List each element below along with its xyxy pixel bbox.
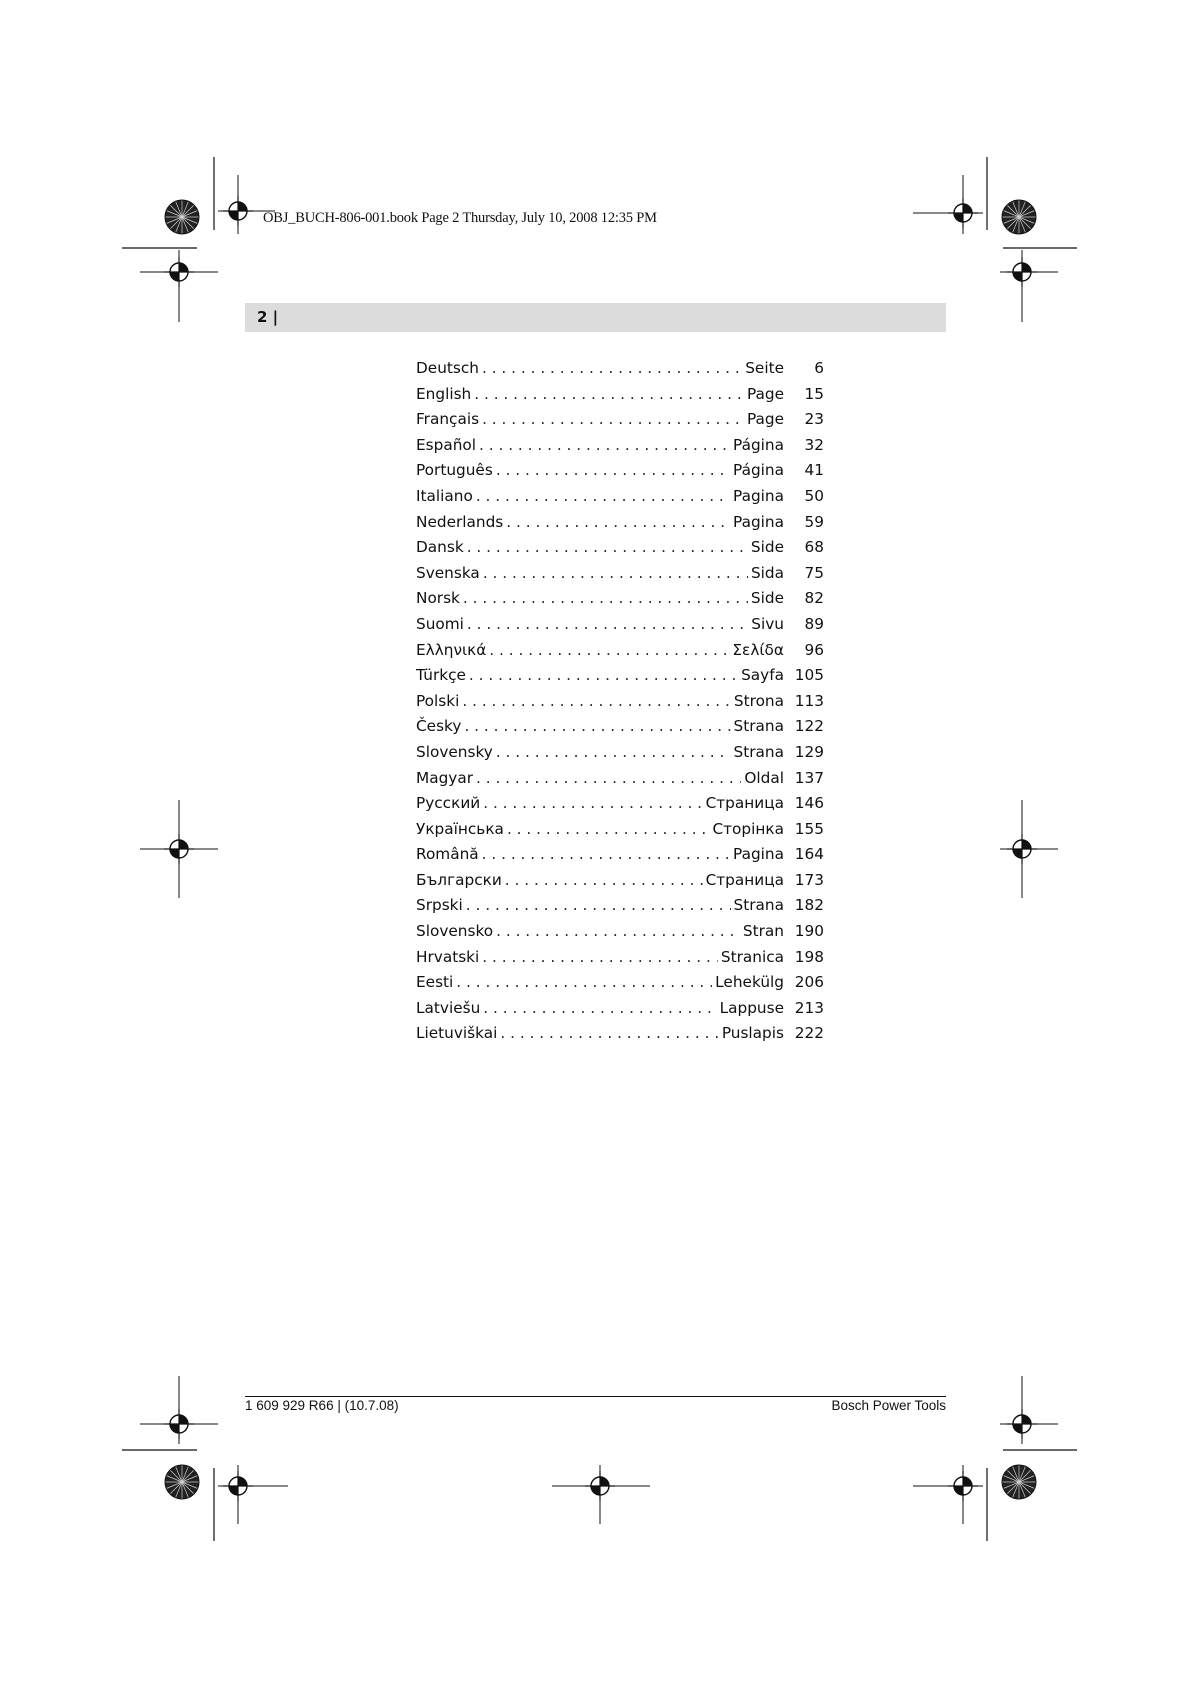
toc-page-number: 75 [804,563,824,582]
toc-page-number: 23 [804,410,824,429]
toc-page-word: Страница [705,794,784,813]
page-header-bar [245,303,946,332]
toc-leader-dots [482,948,718,966]
toc-language: Română [416,845,479,864]
toc-entry [416,845,824,871]
toc-page-word: Σελίδα [732,640,784,659]
toc-leader-dots [467,615,748,633]
toc-page-number: 198 [794,947,824,966]
toc-entry [416,948,824,974]
toc-leader-dots [482,845,730,863]
toc-page-number: 222 [794,1024,824,1043]
toc-language: Български [416,870,502,889]
toc-page-word: Página [733,461,784,480]
toc-page-number: 68 [804,538,824,557]
toc-page-word: Sayfa [741,666,784,685]
toc-entry [416,385,824,411]
toc-language: Ελληνικά [416,640,487,659]
toc-page-word: Strana [733,742,784,761]
toc-language: Hrvatski [416,947,480,966]
toc-page-word: Pagina [733,512,784,531]
toc-page-word: Stran [742,922,784,941]
toc-leader-dots [506,513,730,531]
toc-page-word: Lehekülg [715,973,784,992]
toc-entry [416,564,824,590]
crop-mark-middle-left [140,800,218,898]
toc-page-word: Page [746,410,784,429]
toc-leader-dots [463,589,748,607]
toc-page-word: Sida [750,563,784,582]
toc-language: Polski [416,691,460,710]
toc-page-word: Side [750,589,784,608]
toc-leader-dots [483,999,716,1017]
toc-entry [416,820,824,846]
toc-entry [416,359,824,385]
toc-page-number: 6 [814,359,824,377]
toc-page-word: Strana [733,717,784,736]
toc-language: English [416,384,472,403]
toc-leader-dots [483,564,748,582]
toc-page-number: 122 [794,717,824,736]
toc-entry [416,487,824,513]
toc-page-word: Stranica [720,947,784,966]
toc-language: Français [416,410,480,429]
toc-leader-dots [496,922,740,940]
toc-page-number: 129 [794,742,824,761]
toc-entry [416,641,824,667]
toc-leader-dots [507,820,710,838]
toc-language: Dansk [416,538,464,557]
toc-page-word: Pagina [733,486,784,505]
toc-page-word: Strana [733,896,784,915]
footer-brand: Bosch Power Tools [831,1398,946,1413]
toc-entry [416,769,824,795]
toc-entry [416,692,824,718]
toc-leader-dots [500,1024,718,1042]
footer-rule [245,1396,946,1397]
toc-leader-dots [467,538,748,556]
toc-page-number: 82 [804,589,824,608]
toc-page-number: 173 [794,870,824,889]
page-number: 2 | [257,308,279,326]
toc-entry [416,461,824,487]
toc-page-word: Pagina [733,845,784,864]
crop-mark-top-right [913,157,1077,322]
toc-leader-dots [496,743,731,761]
toc-leader-dots [489,641,729,659]
toc-page-word: Lappuse [719,998,784,1017]
toc-entry [416,743,824,769]
toc-entry [416,1024,824,1050]
toc-language: Türkçe [416,666,466,685]
toc-language: Deutsch [416,359,479,377]
toc-page-word: Oldal [744,768,784,787]
toc-page-number: 213 [794,998,824,1017]
toc-page-number: 32 [804,435,824,454]
toc-page-word: Seite [745,359,784,377]
toc-leader-dots [456,973,712,991]
toc-page-number: 146 [794,794,824,813]
toc-entry [416,666,824,692]
toc-entry [416,871,824,897]
toc-language: Česky [416,717,462,736]
toc-entry [416,538,824,564]
toc-leader-dots [479,436,730,454]
toc-page-word: Сторінка [712,819,784,838]
toc-leader-dots [476,487,730,505]
toc-leader-dots [464,717,730,735]
toc-page-word: Página [733,435,784,454]
toc-page-number: 182 [794,896,824,915]
toc-leader-dots [469,666,738,684]
toc-page-word: Puslapis [721,1024,784,1043]
print-slug: OBJ_BUCH-806-001.book Page 2 Thursday, July 10, 2008 12:35 PM [263,210,657,226]
toc-language: Magyar [416,768,473,787]
toc-page-word: Side [750,538,784,557]
toc-entry [416,615,824,641]
toc-leader-dots [482,359,742,377]
toc-page-word: Strona [733,691,784,710]
toc-page-number: 59 [804,512,824,531]
crop-mark-middle-right [1000,800,1058,898]
toc-leader-dots [505,871,703,889]
toc-page-number: 155 [794,819,824,838]
toc-entry [416,513,824,539]
toc-page-number: 190 [794,922,824,941]
toc-leader-dots [483,794,702,812]
toc-language: Українська [416,819,504,838]
toc-language: Eesti [416,973,454,992]
toc-page-number: 96 [804,640,824,659]
toc-language: Italiano [416,486,473,505]
toc-page-number: 105 [794,666,824,685]
toc-language: Latviešu [416,998,481,1017]
toc-page-number: 164 [794,845,824,864]
toc-language: Lietuviškai [416,1024,498,1043]
toc-entry [416,589,824,615]
toc-leader-dots [466,896,731,914]
toc-leader-dots [496,461,730,479]
toc-page-word: Page [746,384,784,403]
toc-language: Slovensko [416,922,494,941]
toc-language: Svenska [416,563,480,582]
toc-entry [416,973,824,999]
crop-mark-bottom-center [552,1465,650,1524]
toc-entry [416,717,824,743]
toc-entry [416,922,824,948]
toc-page-word: Страница [705,870,784,889]
toc-language: Srpski [416,896,463,915]
toc-language: Português [416,461,493,480]
toc-language: Suomi [416,614,464,633]
toc-entry [416,410,824,436]
toc-page-number: 89 [804,614,824,633]
footer-doc-number: 1 609 929 R66 | (10.7.08) [245,1398,399,1413]
toc-entry [416,794,824,820]
toc-language: Nederlands [416,512,504,531]
toc-page-number: 137 [794,768,824,787]
toc-language: Español [416,435,477,454]
toc-entry [416,436,824,462]
toc-leader-dots [462,692,731,710]
toc-entry [416,999,824,1025]
toc-page-number: 15 [804,384,824,403]
crop-mark-top-left [122,157,275,322]
toc-page-number: 113 [794,691,824,710]
toc-leader-dots [482,410,744,428]
toc-page-word: Sivu [751,614,784,633]
table-of-contents [416,359,824,1050]
toc-page-number: 41 [804,461,824,480]
toc-language: Русский [416,794,481,813]
toc-leader-dots [474,385,744,403]
toc-leader-dots [476,769,741,787]
toc-language: Norsk [416,589,460,608]
toc-page-number: 206 [794,973,824,992]
toc-page-number: 50 [804,486,824,505]
toc-entry [416,896,824,922]
toc-language: Slovensky [416,742,493,761]
